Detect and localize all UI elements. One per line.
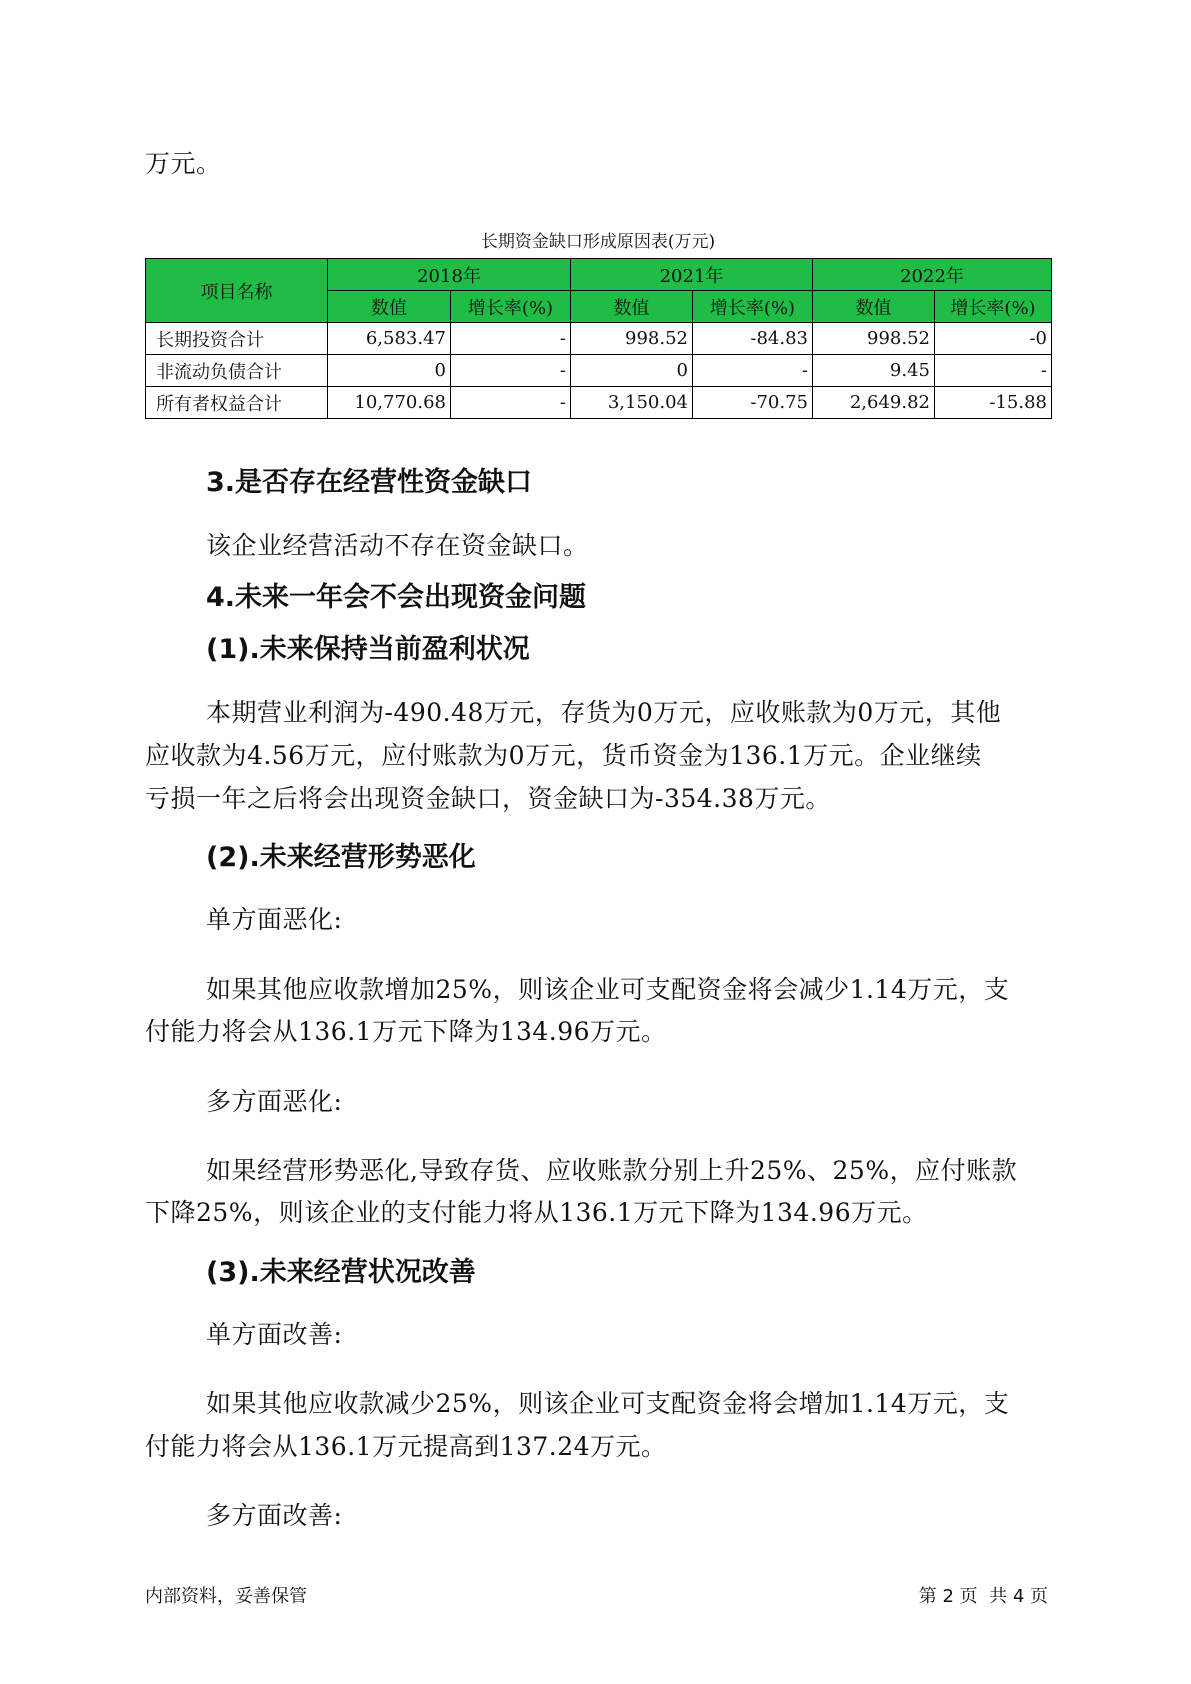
header-year: 2018年 xyxy=(328,259,571,291)
paragraph-line: 亏损一年之后将会出现资金缺口，资金缺口为-354.38万元。 xyxy=(145,784,831,813)
table-row xyxy=(146,387,1052,419)
cell: -0 xyxy=(935,323,1052,355)
paragraph-line: 付能力将会从136.1万元下降为134.96万元。 xyxy=(145,1017,667,1046)
table-header-row xyxy=(146,259,1052,291)
cell: - xyxy=(451,355,571,387)
subsection-1-heading: (1).未来保持当前盈利状况 xyxy=(206,634,530,665)
cell: - xyxy=(451,323,571,355)
table-row xyxy=(146,355,1052,387)
multi-worsen-label: 多方面恶化: xyxy=(206,1087,343,1116)
header-growth: 增长率(%) xyxy=(451,291,571,323)
cell: -15.88 xyxy=(935,387,1052,419)
paragraph-line: 如果其他应收款减少25%，则该企业可支配资金将会增加1.14万元，支 xyxy=(206,1389,1010,1418)
section-4-heading: 4.未来一年会不会出现资金问题 xyxy=(206,582,587,613)
paragraph-line: 如果经营形势恶化,导致存货、应收账款分别上升25%、25%，应付账款 xyxy=(206,1156,1018,1185)
paragraph-line: 下降25%，则该企业的支付能力将从136.1万元下降为134.96万元。 xyxy=(145,1198,928,1227)
cell: 0 xyxy=(328,355,451,387)
section-3-heading: 3.是否存在经营性资金缺口 xyxy=(206,467,533,498)
cell: - xyxy=(451,387,571,419)
section-3-text: 该企业经营活动不存在资金缺口。 xyxy=(206,531,589,560)
paragraph-line: 如果其他应收款增加25%，则该企业可支配资金将会减少1.14万元，支 xyxy=(206,975,1010,1004)
paragraph-line: 应收款为4.56万元，应付账款为0万元，货币资金为136.1万元。企业继续 xyxy=(145,741,982,770)
row-label: 所有者权益合计 xyxy=(146,387,328,419)
header-growth: 增长率(%) xyxy=(693,291,813,323)
table-row xyxy=(146,323,1052,355)
subsection-2-heading: (2).未来经营形势恶化 xyxy=(206,842,476,873)
footer-page-number: 第 2 页 共 4 页 xyxy=(918,1586,1048,1607)
header-value: 数值 xyxy=(328,291,451,323)
cell: 0 xyxy=(571,355,693,387)
cell: 998.52 xyxy=(813,323,935,355)
subsection-3-heading: (3).未来经营状况改善 xyxy=(206,1257,476,1288)
cell: -84.83 xyxy=(693,323,813,355)
row-label: 非流动负债合计 xyxy=(146,355,328,387)
cell: 3,150.04 xyxy=(571,387,693,419)
header-year: 2022年 xyxy=(813,259,1052,291)
footer-confidential: 内部资料，妥善保管 xyxy=(145,1586,307,1607)
cell: 998.52 xyxy=(571,323,693,355)
table-caption: 长期资金缺口形成原因表(万元) xyxy=(480,232,716,252)
capital-gap-table xyxy=(145,258,1052,419)
single-improve-label: 单方面改善: xyxy=(206,1320,343,1349)
cell: -70.75 xyxy=(693,387,813,419)
header-growth: 增长率(%) xyxy=(935,291,1052,323)
header-value: 数值 xyxy=(813,291,935,323)
header-value: 数值 xyxy=(571,291,693,323)
row-label: 长期投资合计 xyxy=(146,323,328,355)
cell: 9.45 xyxy=(813,355,935,387)
header-item-name: 项目名称 xyxy=(146,259,328,323)
paragraph-line: 付能力将会从136.1万元提高到137.24万元。 xyxy=(145,1432,667,1461)
multi-improve-label: 多方面改善: xyxy=(206,1501,343,1530)
single-worsen-label: 单方面恶化: xyxy=(206,905,343,934)
cell: 6,583.47 xyxy=(328,323,451,355)
continuation-text: 万元。 xyxy=(145,149,222,178)
cell: 10,770.68 xyxy=(328,387,451,419)
cell: - xyxy=(935,355,1052,387)
paragraph-line: 本期营业利润为-490.48万元，存货为0万元，应收账款为0万元，其他 xyxy=(206,698,1002,727)
header-year: 2021年 xyxy=(571,259,813,291)
cell: - xyxy=(693,355,813,387)
cell: 2,649.82 xyxy=(813,387,935,419)
